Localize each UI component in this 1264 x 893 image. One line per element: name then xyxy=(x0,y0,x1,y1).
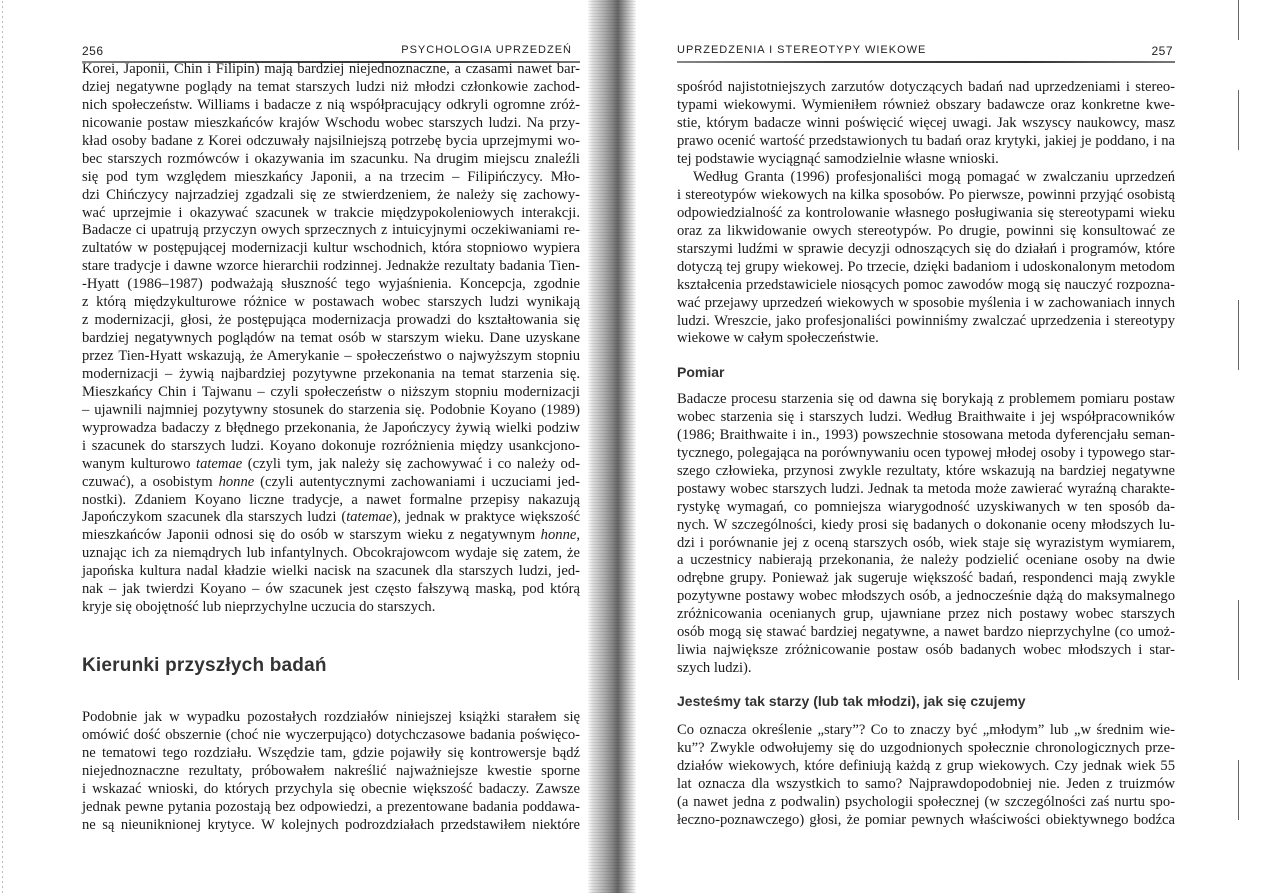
header-rule xyxy=(677,61,1175,63)
text-segment: ), jednak w praktyce większość xyxy=(392,509,580,526)
text-line: postawy wobec starszych ludzi. Jednak ta metoda może zawierać wyraźną charakte- xyxy=(677,480,1175,497)
running-head-title: PSYCHOLOGIA UPRZEDZEŃ xyxy=(401,44,572,56)
text-line: wać uprzejmie i okazywać szacunek w trakcie międzypokoleniowych interakcji. xyxy=(82,204,580,221)
italic-term: honne xyxy=(218,473,255,490)
text-line: ku”? Zwykle odwołujemy się do uzgodnionych społecznie chronologicznych prze- xyxy=(677,739,1175,756)
text-line: typami wiekowymi. Wymieniłem również obszary badawcze oraz konkretne kwe- xyxy=(677,96,1175,113)
text-line: oraz za likwidowanie owych stereotypów. Po drugie, powinni się konsultować ze xyxy=(677,222,1175,239)
text-line: Badacze procesu starzenia się od dawna się borykają z problemem pomiaru postaw xyxy=(677,391,1175,407)
text-line: się pod tym względem mieszkańcy Japonii, a na trzecim – Filipińczycy. Mło- xyxy=(82,168,580,185)
text-line: osób mogą się stawać bardziej negatywne, a nawet bardzo nieprzychylne (co umoż- xyxy=(677,624,1175,641)
text-line: zultatów w postępującej modernizacji kultur wschodnich, która stopniowo wypiera xyxy=(82,240,580,257)
text-line: dziej negatywne poglądy na temat starszych ludzi niż młodzi członkowie zachod- xyxy=(82,78,580,95)
scan-edge-mark xyxy=(1238,300,1239,370)
paragraph xyxy=(677,79,1175,169)
running-header xyxy=(677,44,1175,62)
text-line: bec starszych rozmówców i okazywania im szacunku. Na drugim miejscu znaleźli xyxy=(82,150,580,167)
text-line: spośród najistotniejszych zarzutów dotyczących badań nad uprzedzeniami i stereo- xyxy=(677,79,1175,95)
text-line: z którą międzykulturowe różnice w postawach wobec starszych ludzi wynikają xyxy=(82,294,580,311)
text-line: lat oznacza dla wszystkich to samo? Najprawdopodobniej nie. Jeden z truizmów xyxy=(677,775,1175,792)
text-line: (a nawet jedna z podwalin) psychologii społecznej (w szczególności zaś nurtu spo- xyxy=(677,793,1175,810)
text-line: z modernizacji, głosi, że postępująca modernizacja prowadzi do kształtowania się xyxy=(82,312,580,329)
text-line: niejednoznaczne rezultaty, próbowałem nakreślić najważniejsze kwestie sporne xyxy=(82,762,580,779)
text-segment: mieszkańców Japonii odnosi się do osób w starszym wieku z negatywnym xyxy=(82,527,541,544)
text-line: tycznego, polegająca na porównywaniu ocen typowej młodej osoby i typowego star- xyxy=(677,444,1175,461)
italic-term: tatemae xyxy=(346,509,393,526)
book-gutter xyxy=(588,0,636,893)
paragraph xyxy=(677,722,1175,830)
text-line: łeczno-poznawczego) głosi, że pomiar pewnych właściwości obiektywnego bodźca xyxy=(677,811,1175,828)
text-line: i szacunek do starszych ludzi. Koyano dokonuje rozróżnienia między usankcjono- xyxy=(82,437,580,454)
text-line: omówić dość obszernie (choć nie wyczerpująco) dotychczasowe badania poświęco- xyxy=(82,726,580,743)
text-line: nych. W szczególności, kiedy prosi się badanych o dokonanie oceny młodszych lu- xyxy=(677,516,1175,533)
text-segment: wanym kulturowo xyxy=(82,455,197,472)
text-line: liwia największe zróżnicowanie postaw osób badanych wobec młodszych i star- xyxy=(677,642,1175,659)
text-line: odpowiedzialność za kontrolowanie własnego posługiwania się stereotypami wieku xyxy=(677,204,1175,221)
text-line: ne tematowi tego rozdziału. Wszędzie tam, gdzie pojawiły się kontrowersje bądź xyxy=(82,744,580,761)
paragraph xyxy=(82,709,580,835)
text-line: szego człowieka, przynosi zwykle rezultaty, które wskazują na bardziej negatywne xyxy=(677,462,1175,479)
running-header xyxy=(82,44,580,62)
text-line xyxy=(82,456,580,474)
text-line: bardziej negatywnych poglądów na temat osób w starszym wieku. Dane uzyskane xyxy=(82,330,580,347)
text-segment: czuwać), a osobistym xyxy=(82,473,219,490)
text-line: i stereotypów wiekowych na kilka sposobów. Po pierwsze, powinni przyjąć osobistą xyxy=(677,186,1175,203)
text-line: nak – jak twierdzi Koyano – ów szacunek jest często fałszywą maską, pod którą xyxy=(82,581,580,598)
subsection-heading: Jesteśmy tak starzy (lub tak młodzi), jak się czujemy xyxy=(677,693,1026,709)
text-line: Podobnie jak w wypadku pozostałych rozdziałów niniejszej książki starałem się xyxy=(82,709,580,725)
text-line: dzi Chińczycy najrzadziej zgadzali się ze stwierdzeniem, że należy się zachowy- xyxy=(82,186,580,203)
text-line: kryje się obojętność lub nieprzychylne uczucia do starszych. xyxy=(82,599,436,616)
text-line: wyprowadza badaczy z błędnego przekonania, że Japończycy żywią wielki podziw xyxy=(82,419,580,436)
scan-edge-mark xyxy=(1238,0,1239,40)
text-line: kształcenia przedstawiciele niosących pomoc zawodów mogą się nauczyć rozpozna- xyxy=(677,276,1175,293)
text-line: -Hyatt (1986–1987) podważają słuszność tego wyjaśnienia. Koncepcja, zgodnie xyxy=(82,276,580,293)
text-line: działów wiekowych, które definiują każdą z grup wiekowych. Czy jednak wiek 55 xyxy=(677,757,1175,774)
text-line: starszymi ludźmi w sprawie decyzji odnoszących się do działań i programów, które xyxy=(677,240,1175,257)
subsection-heading: Pomiar xyxy=(677,364,725,380)
text-line: pozytywne postawy wobec młodszych osób, a jednocześnie dążą do maksymalnego xyxy=(677,588,1175,605)
text-line: zróżnicowania ocenianych grup, ujawniane przez nich postawy wobec starszych xyxy=(677,606,1175,623)
text-line: nicowanie postaw mieszkańców krajów Wschodu wobec starszych ludzi. Na przy- xyxy=(82,114,580,131)
text-line: stare tradycje i dawne wzorce hierarchii rodzinnej. Jednakże rezultaty badania Tien- xyxy=(82,258,580,275)
text-line: wać przejawy uprzedzeń wiekowych w sposobie myślenia i w zachowaniach innych xyxy=(677,294,1175,311)
text-line: Co oznacza określenie „stary”? Co to znaczy być „młodym” lub „w średnim wie- xyxy=(677,722,1175,738)
text-line: Mieszkańcy Chin i Tajwanu – czyli społeczeństw o niższym stopniu modernizacji xyxy=(82,383,580,400)
paragraph xyxy=(82,61,580,617)
text-line xyxy=(82,527,580,545)
italic-term: tatemae xyxy=(196,455,243,472)
scan-edge-mark xyxy=(1238,760,1239,820)
text-segment: Japończykom szacunek dla starszych ludzi ( xyxy=(82,509,347,526)
section-heading: Kierunki przyszłych badań xyxy=(82,655,327,676)
text-line: prawo ocenić wartość przedstawionych tu badań oraz krytyki, jakiej je poddano, i na xyxy=(677,132,1175,149)
text-line: odrębne grupy. Ponieważ jak sugeruje większość badań, respondenci mają zwykle xyxy=(677,570,1175,587)
page-number: 256 xyxy=(82,44,104,58)
text-line: nostki). Zdaniem Koyano liczne tradycje, a nawet formalne przepisy nakazują xyxy=(82,491,580,508)
text-line: – ujawnili najmniej pozytywny stosunek do starzenia się. Podobnie Koyano (1989) xyxy=(82,401,580,418)
text-line: Według Granta (1996) profesjonaliści mogą pomagać w zwalczaniu uprzedzeń xyxy=(693,169,1175,185)
text-segment: , xyxy=(576,527,580,544)
text-line: i wskazać wnioski, do których przychyla się obecnie większość badaczy. Zawsze xyxy=(82,780,580,797)
scan-edge-mark xyxy=(1238,600,1239,680)
text-line: modernizacji – żywią najbardziej pozytywne przekonania na temat starzenia się. xyxy=(82,365,580,382)
page-number: 257 xyxy=(1151,44,1173,58)
text-line: wiekowe w całym społeczeństwie. xyxy=(677,330,879,347)
paragraph xyxy=(677,391,1175,678)
text-line: jednak pewne pytania pozostają bez odpowiedzi, a prezentowane badania poddawa- xyxy=(82,798,580,815)
italic-term: honne xyxy=(540,527,577,544)
text-line: dotyczą tej grupy wiekowej. Po trzecie, dzięki badaniom i udoskonalonym metodom xyxy=(677,258,1175,275)
scan-edge-mark xyxy=(1238,90,1239,150)
scan-edge xyxy=(2,0,3,893)
text-line: ludzi. Wreszcie, jako profesjonaliści powinniśmy zwalczać uprzedzenia i stereotypy xyxy=(677,312,1175,329)
text-line: rystykę wymagań, co pomniejsza wiarygodność uzyskiwanych w ten sposób da- xyxy=(677,498,1175,515)
text-line xyxy=(82,474,580,492)
text-line: ne są nieuniknionej krytyce. W kolejnych podrozdziałach przedstawiłem niektóre xyxy=(82,816,580,833)
text-line xyxy=(82,509,580,527)
text-line: przez Tien-Hyatt wskazują, że Amerykanie – społeczeństwo o najwyższym stopniu xyxy=(82,348,580,364)
text-line: szych ludzi). xyxy=(677,660,752,677)
text-line: (1986; Braithwaite i in., 1993) powszechnie stosowana metoda dyferencjału seman- xyxy=(677,426,1175,443)
text-line: uznając ich za niemądrych lub infantylnych. Obcokrajowcom wydaje się zatem, że xyxy=(82,545,580,562)
paragraph xyxy=(677,169,1175,348)
running-head-title: UPRZEDZENIA I STEREOTYPY WIEKOWE xyxy=(677,44,927,56)
text-line: tej podstawie wyciągnąć samodzielnie własne wnioski. xyxy=(677,150,999,167)
text-line: stie, którym badacze winni poświęcić więcej uwagi. Jak wszyscy naukowcy, masz xyxy=(677,114,1175,131)
text-segment: (czyli tym, jak należy się zachowywać i co należy od- xyxy=(242,455,580,472)
text-line: wobec starzenia się i starszych ludzi. Według Braithwaite i jej współpracowników xyxy=(677,408,1175,425)
text-line: japońska kultura nadal kładzie wielki nacisk na szacunek dla starszych ludzi, jed- xyxy=(82,563,580,580)
text-line: Badacze ci upatrują przyczyn owych sprzecznych z intuicyjnymi oczekiwaniami re- xyxy=(82,222,580,239)
text-line: a uczestnicy nabierają przekonania, że należy podzielić oceniane osoby na dwie xyxy=(677,552,1175,569)
text-line: Korei, Japonii, Chin i Filipin) mają bardziej niejednoznaczne, a czasami nawet bar- xyxy=(82,61,580,77)
text-line: nich społeczeństw. Williams i badacze z nią współpracujący odkryli ogromne zróż- xyxy=(82,96,580,113)
text-line: dzi i porównanie jej z oceną starszych osób, wiek staje się wyrazistym wymiarem, xyxy=(677,534,1175,551)
text-segment: (czyli autentycznymi zachowaniami i uczuciami jed- xyxy=(254,473,580,490)
text-line: kład osoby badane z Korei odczuwały najsilniejszą potrzebę bycia uprzejmymi wo- xyxy=(82,132,580,149)
